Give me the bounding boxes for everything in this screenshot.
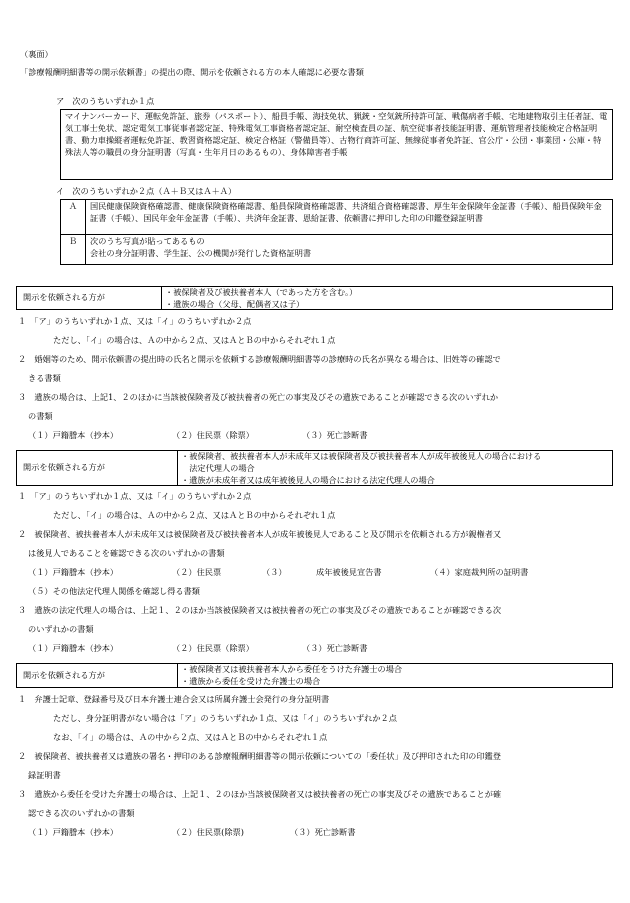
s1-doc: （２）住民票（除票） xyxy=(172,430,254,440)
section3-header-box xyxy=(16,663,613,688)
doc-i-table xyxy=(60,199,613,265)
who-item: ・遺族が未成年者又は成年被後見人の場合における法定代理人の場合 xyxy=(181,474,435,485)
s3-doc: （１）戸籍謄本（抄本） xyxy=(28,827,119,837)
section3-items xyxy=(181,664,402,688)
s1-doc: （１）戸籍謄本（抄本） xyxy=(28,430,119,440)
s1-p1b: ただし、「イ」の場合は、Ａの中から２点、又はＡとＢの中からそれぞれ１点 xyxy=(53,335,336,345)
s2-p3b: のいずれかの書類 xyxy=(28,624,94,634)
doc-a-box xyxy=(60,109,613,180)
divider xyxy=(161,287,162,309)
s3-p1c: なお、「イ」の場合は、Ａの中から２点、又はＡとＢの中からそれぞれ１点 xyxy=(53,732,328,742)
section1-label: 開示を依頼される方が xyxy=(23,292,105,303)
row-line: 会社の身分証明書、学生証、公の機関が発行した資格証明書 xyxy=(90,247,312,258)
s2-doc: （３）死亡診断書 xyxy=(302,643,368,653)
s2-doc: （１）戸籍謄本（抄本） xyxy=(28,567,119,577)
s3-p1: １ 弁護士記章、登録番号及び日本弁護士連合会又は所属弁護士会発行の身分証明書 xyxy=(18,694,330,704)
s2-p2a: ２ 被保険者、被扶養者本人が未成年又は被保険者及び被扶養者本人が成年被後見人であること及び開示を依頼される方が親権者又 xyxy=(18,529,502,539)
table-row xyxy=(61,235,613,265)
s2-doc: （２）住民票（除票） xyxy=(172,643,254,653)
row-text xyxy=(86,235,613,265)
section2-items xyxy=(181,451,541,487)
s3-p1b: ただし、身分証明書がない場合は「ア」のうちいずれか１点、又は「イ」のうちいずれか２点 xyxy=(53,713,397,723)
who-item: ・遺族から委任を受けた弁護士の場合 xyxy=(181,675,321,686)
s3-p3a: ３ 遺族から委任を受けた弁護士の場合は、上記１、２のほか当該被保険者又は被扶養者の死亡の事実及びその遺族であることが確 xyxy=(18,789,502,799)
doc-a-text: マイナンバーカード、運転免許証、旅券（パスポート）、船員手帳、海技免状、猟銃・空気銃所持許可証、戦傷病者手帳、宅地建物取引主任者証、電気工事士免状、認定電気工事従事者認定証、特殊電気工事資格者認定証、耐空検査員の証、航空従事者技能証明書、運航管理者技能検定合格証明書、動力車操縦者運転免許証、教習資格認定証、検定合格証（警備員等）、古物行商許可証、無線従事者免許証、官公庁・公団・事業団・公庫・特殊法人等の職員の身分証明書（写真・生年月日のあるもの）、身体障害者手帳 xyxy=(65,111,608,157)
s2-p2b: は後見人であることを確認できる次のいずれかの書類 xyxy=(28,548,225,558)
row-key: Ａ xyxy=(61,200,86,235)
s1-p3b: の書類 xyxy=(28,411,53,421)
section1-items xyxy=(165,287,357,311)
row-text: 国民健康保険資格確認書、健康保険資格確認書、船員保険資格確認書、共済組合資格確認書、厚生年金保険年金証書（手帳）、船員保険年金証書（手帳）、国民年金年金証書（手帳）、共済年金証書、恩給証書、依頼書に押印した印の印鑑登録証明書 xyxy=(86,200,613,235)
s3-doc: （２）住民票(除票) xyxy=(172,827,244,837)
who-item: 法定代理人の場合 xyxy=(181,462,255,473)
doc-i-heading: イ 次のうちいずれか２点（Ａ＋Ｂ又はＡ＋Ａ） xyxy=(56,186,237,196)
s2-doc: （４）家庭裁判所の証明書 xyxy=(430,567,529,577)
s2-p3a: ３ 遺族の法定代理人の場合は、上記１、２のほか当該被保険者又は被扶養者の死亡の事実及びその遺族であることが確認できる次 xyxy=(18,605,502,615)
who-item: ・被保険者及び被扶養者本人（であった方を含む。） xyxy=(165,287,358,297)
s3-p2a: ２ 被保険者、被扶養者又は遺族の署名・押印のある診療報酬明細書等の開示依頼についての「委任状」及び押印された印の印鑑登 xyxy=(18,751,501,761)
s2-doc: （１）戸籍謄本（抄本） xyxy=(28,643,119,653)
section2-header-box xyxy=(16,450,613,486)
who-item: ・被保険者、被扶養者本人が未成年又は被保険者及び被扶養者本人が成年被後見人の場合における xyxy=(181,451,542,461)
section3-label: 開示を依頼される方が xyxy=(23,669,105,680)
s2-p1: １ 「ア」のうちいずれか１点、又は「イ」のうちいずれか２点 xyxy=(18,491,252,501)
s3-doc: （３）死亡診断書 xyxy=(290,827,356,837)
s1-p2b: きる書類 xyxy=(28,373,61,383)
s1-p2a: ２ 婚姻等のため、開示依頼書の提出時の氏名と開示を依頼する診療報酬明細書等の診療時の氏名が異なる場合は、旧姓等の確認で xyxy=(18,354,501,364)
table-row xyxy=(61,200,613,235)
s1-doc: （３）死亡診断書 xyxy=(302,430,368,440)
s3-p2b: 録証明書 xyxy=(28,770,61,780)
s2-doc5: （５）その他法定代理人関係を確認し得る書類 xyxy=(28,586,200,596)
s3-p3b: 認できる次のいずれかの書類 xyxy=(28,808,135,818)
doc-a-heading: ア 次のうちいずれか１点 xyxy=(56,96,155,106)
s2-doc: （３） xyxy=(262,567,287,577)
divider xyxy=(177,664,178,687)
row-key: Ｂ xyxy=(61,235,86,265)
s1-p3a: ３ 遺族の場合は、上記1、２のほかに当該被保険者及び被扶養者の死亡の事実及びその遺族であることが確認できる次のいずれか xyxy=(18,392,499,402)
row-line: 次のうち写真が貼ってあるもの xyxy=(90,236,205,246)
back-side-label: （裏面） xyxy=(20,49,53,59)
section2-label: 開示を依頼される方が xyxy=(23,462,105,473)
divider xyxy=(177,451,178,485)
s2-doc: 成年被後見宣告書 xyxy=(316,567,382,577)
section1-header-box xyxy=(16,286,613,310)
s1-p1: １ 「ア」のうちいずれか１点、又は「イ」のうちいずれか２点 xyxy=(18,316,252,326)
who-item: ・被保険者又は被扶養者本人から委任をうけた弁護士の場合 xyxy=(181,664,403,674)
page-title: 「診療報酬明細書等の開示依頼書」の提出の際、開示を依頼される方の本人確認に必要な書類 xyxy=(20,67,364,77)
s2-doc: （２）住民票 xyxy=(172,567,222,577)
who-item: ・遺族の場合（父母、配偶者又は子） xyxy=(165,298,305,309)
s2-p1b: ただし、「イ」の場合は、Ａの中から２点、又はＡとＢの中からそれぞれ１点 xyxy=(53,510,336,520)
